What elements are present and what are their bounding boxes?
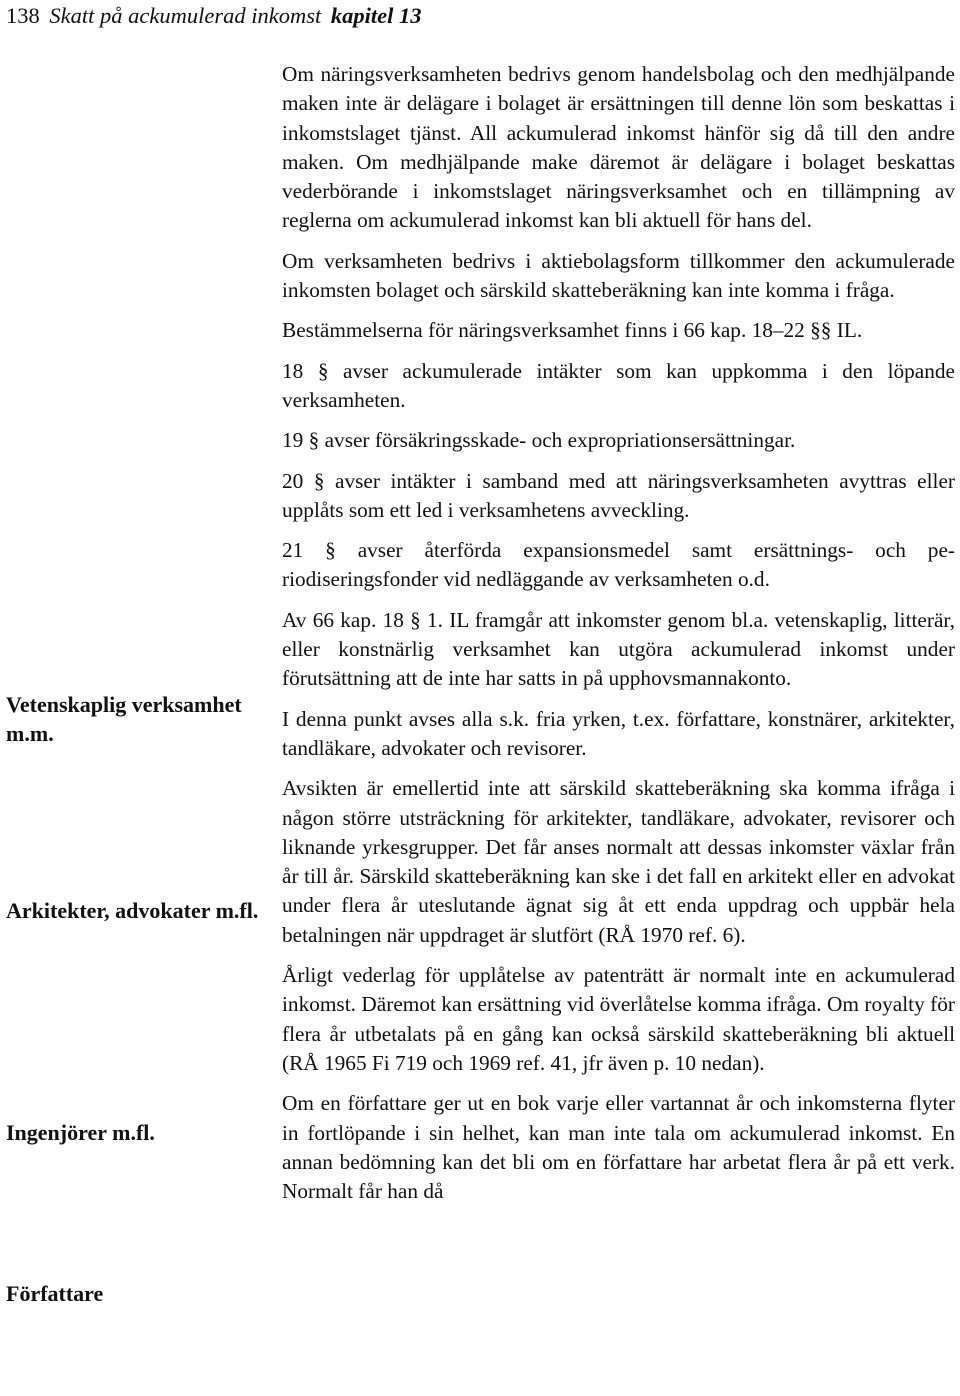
paragraph-vetenskaplig: Av 66 kap. 18 § 1. IL framgår att inkomster genom bl.a. vetenskaplig, litterär, eller konstnärlig verksamhet kan utgöra ackumulerad inkomst under förutsättning att de inte har satts in på upphovsmannakonto. xyxy=(282,607,955,691)
paragraph-bestammelser: Bestämmelserna för näringsverksamhet finns i 66 kap. 18–22 §§ IL. xyxy=(282,318,863,343)
running-title: Skatt på ackumulerad inkomst xyxy=(49,3,322,28)
paragraph-section-20: 20 § avser intäkter i samband med att näringsverksamheten avyttras eller upplåts som ett led i verksamhetens avveckling. xyxy=(282,468,955,522)
paragraph-section-19: 19 § avser försäkringsskade- och expropriationsersättningar. xyxy=(282,428,796,453)
margin-heading-ingenjorer: Ingenjörer m.fl. xyxy=(6,1120,155,1145)
page-header xyxy=(6,3,421,29)
paragraph-section-21: 21 § avser återförda expansionsmedel samt ersättnings- och periodiseringsfonder vid nedläggande av verksamheten o.d. xyxy=(282,538,955,592)
margin-heading-arkitekter: Arkitekter, advokater m.fl. xyxy=(6,898,259,923)
chapter-label: kapitel 13 xyxy=(330,3,422,28)
margin-heading-forfattare: Författare xyxy=(6,1281,104,1306)
paragraph-fria-yrken: I denna punkt avses alla s.k. fria yrken, t.ex. författare, konstnärer, arkitekter, tandläkare, advokater och revisorer. xyxy=(282,706,955,760)
paragraph-patentratt: Årligt vederlag för upplåtelse av patenträtt är normalt inte en ackumulerad inkomst. Däremot kan ersättning vid överlåtelse komma ifråga. Om royalty för flera år utbetalats på en gång kan också särskild skatteberäkning bli aktuell (RÅ 1965 Fi 719 och 1969 ref. 41, jfr även p. 10 nedan). xyxy=(282,963,955,1075)
margin-heading-vetenskaplig: Vetenskaplig verksamhet m.m. xyxy=(6,692,242,747)
paragraph-handelsbolag: Om näringsverksamheten bedrivs genom handelsbolag och den medhjälpande maken inte är delägare i bolaget är ersättningen till denne lön som beskattas i inkomstslaget tjänst. All ackumulerad inkomst hänför sig då till den andre maken. Om medhjälpande make däremot är delägare i bolaget beskattas vederbörande i inkomstslaget näringsverksamhet och en tillämpning av reglerna om ackumulerad inkomst kan bli aktuell för hans del. xyxy=(282,62,955,233)
paragraph-aktiebolag: Om verksamheten bedrivs i aktiebolagsform tillkommer den ackumulerade inkomsten bolaget och särskild skatteberäkning kan inte komma i fråga. xyxy=(282,248,955,303)
paragraph-avsikten: Avsikten är emellertid inte att särskild skatteberäkning ska komma ifråga i någon större utsträckning för arkitekter, tandläkare, advokater, revisorer och liknande yrkesgrupper. Det får anses normalt att dessas inkomster växlar från år till år. Särskild skatteberäkning kan ske i det fall en arkitekt eller en advokat under flera år uteslutande ägnat sig åt ett enda uppdrag och uppbär hela betalningen när uppdraget är slutfört (RÅ 1970 ref. 6). xyxy=(282,776,955,947)
paragraph-forfattare: Om en författare ger ut en bok varje eller vartannat år och inkomsterna flyter in fortlöpande i sin helhet, kan man inte tala om ackumulerad inkomst. En annan bedömning kan det bli om en författare har arbetat flera år på ett verk. Normalt får han då xyxy=(282,1091,955,1204)
paragraph-section-18: 18 § avser ackumulerade intäkter som kan uppkomma i den löpande verksamheten. xyxy=(282,358,955,412)
page-number: 138 xyxy=(6,3,40,28)
main-text-column xyxy=(282,60,955,1217)
